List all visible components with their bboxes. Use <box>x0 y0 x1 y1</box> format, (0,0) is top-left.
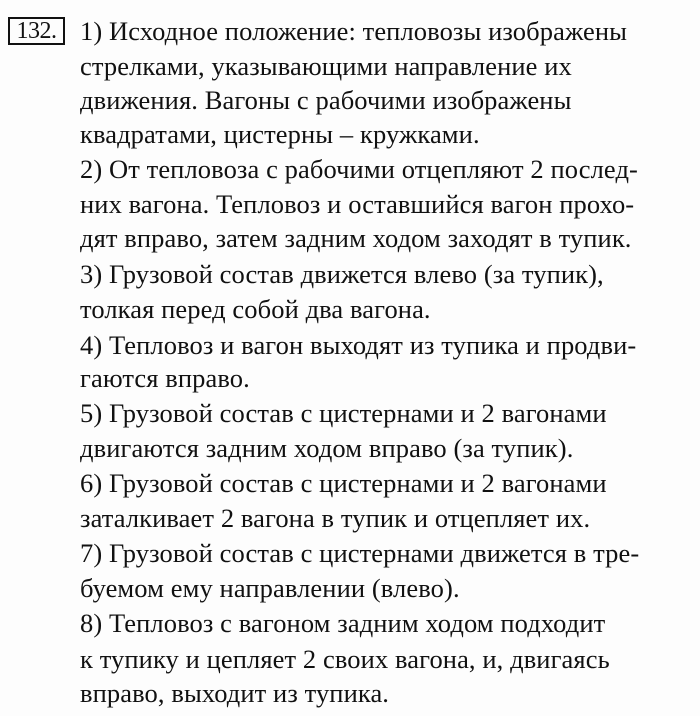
text-line: заталкивает 2 вагона в тупик и отцепляет их. <box>80 503 591 533</box>
text-line: движения. Вагоны с рабочими изображены <box>80 85 572 115</box>
text-line: 6) Грузовой состав с цистернами и 2 вагонами <box>80 468 607 498</box>
problem-number-box: 132. <box>8 17 65 45</box>
text-line: 2) От тепловоза с рабочими отцепляют 2 послед- <box>80 154 638 184</box>
text-line: вправо, выходит из тупика. <box>80 678 390 708</box>
text-line: двигаются задним ходом вправо (за тупик). <box>80 433 574 463</box>
text-line: буемом ему направлении (влево). <box>80 573 460 603</box>
text-line: 3) Грузовой состав движется влево (за тупик), <box>80 259 604 289</box>
text-line: толкая перед собой два вагона. <box>80 294 431 324</box>
text-line: к тупику и цепляет 2 своих вагона, и, двигаясь <box>80 644 610 674</box>
text-line: дят вправо, затем задним ходом заходят в тупик. <box>80 223 632 253</box>
text-line: стрелками, указывающими направление их <box>80 51 572 81</box>
text-line: 7) Грузовой состав с цистернами движется в тре- <box>80 538 640 568</box>
text-line: 4) Тепловоз и вагон выходят из тупика и продви- <box>80 330 637 360</box>
text-line: гаются вправо. <box>80 363 250 393</box>
text-line: них вагона. Тепловоз и оставшийся вагон прохо- <box>80 189 635 219</box>
text-line: 8) Тепловоз с вагоном задним ходом подходит <box>80 608 606 638</box>
text-line: 5) Грузовой состав с цистернами и 2 вагонами <box>80 398 607 428</box>
text-line: квадратами, цистерны – кружками. <box>80 119 480 149</box>
text-line: 1) Исходное положение: тепловозы изображены <box>80 16 628 46</box>
